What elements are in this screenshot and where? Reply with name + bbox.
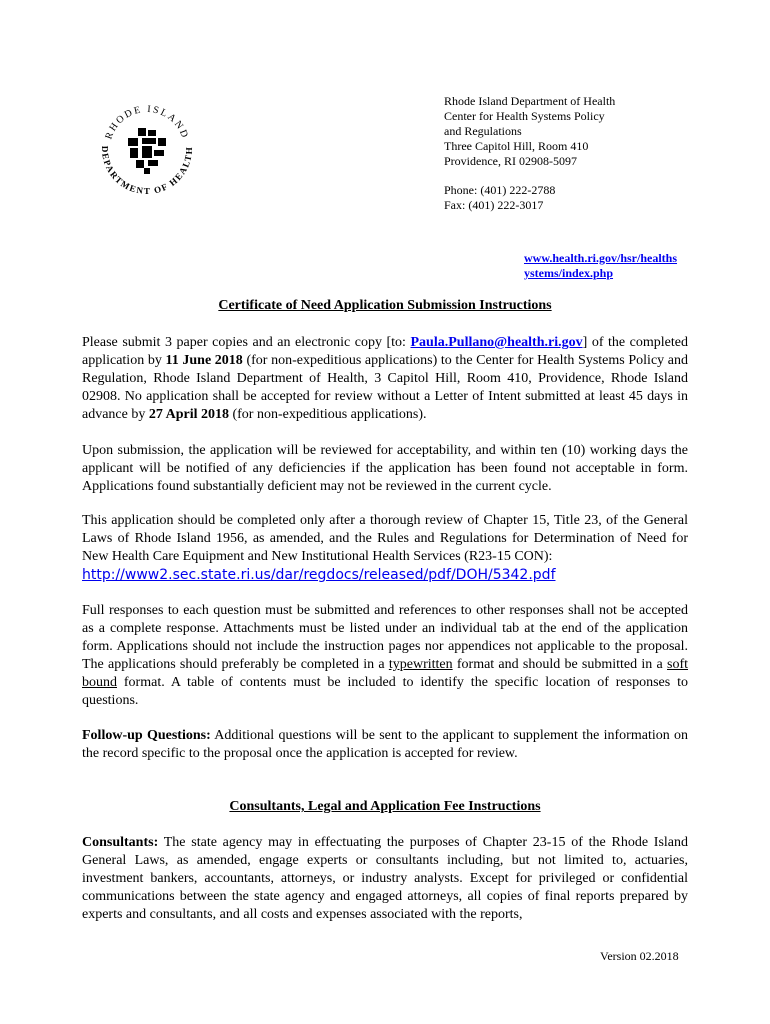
section-title-consultants: Consultants, Legal and Application Fee Instructions bbox=[229, 799, 541, 814]
address-line: Center for Health Systems Policy bbox=[444, 109, 605, 123]
text-run: ] of the completed application by bbox=[82, 335, 688, 368]
address-line: and Regulations bbox=[444, 124, 522, 138]
deadline-date: 11 June 2018 bbox=[165, 353, 243, 368]
website-link-line2[interactable]: ystems/index.php bbox=[524, 266, 614, 280]
typewritten-term: typewritten bbox=[388, 657, 453, 672]
fax-number: Fax: (401) 222-3017 bbox=[444, 198, 544, 212]
website-link-line1[interactable]: www.health.ri.gov/hsr/healths bbox=[524, 251, 678, 265]
paragraph-review: Upon submission, the application will be reviewed for acceptability, and within ten (10) working days the applicant will be notified of any deficiencies if the application has been found not acceptable in form. Applications found substantially deficient may not be reviewed in the current cycle. bbox=[82, 443, 688, 494]
text-run: Additional questions will be sent to the applicant to supplement the information on the record specific to the proposal once the application is accepted for review. bbox=[82, 728, 689, 761]
address-line: Providence, RI 02908-5097 bbox=[444, 154, 577, 168]
email-link[interactable]: Paula.Pullano@health.ri.gov bbox=[410, 335, 583, 350]
department-of-health-seal bbox=[92, 94, 202, 204]
text-run: format. A table of contents must be included to identify the specific location of responses to questions. bbox=[82, 675, 688, 708]
text-run: format and should be submitted in a bbox=[452, 657, 667, 672]
text-run: Please submit 3 paper copies and an electronic copy [to: bbox=[82, 335, 411, 350]
text-run: (for non-expeditious applications). bbox=[228, 407, 427, 422]
paragraph-follow-up bbox=[82, 727, 688, 763]
paragraph-submission bbox=[82, 334, 688, 424]
text-run: This application should be completed only after a thorough review of Chapter 15, Title 23, of the General Laws of Rhode Island 1956, as amended, and the Rules and Regulations for Determination of Need for New Health Care Equipment and New Institutional Health Services (R23-15 CON): bbox=[82, 513, 688, 564]
svg-text:RHODE ISLAND: RHODE ISLAND bbox=[103, 103, 191, 141]
letter-of-intent-date: 27 April 2018 bbox=[148, 407, 229, 422]
consultants-label: Consultants: bbox=[82, 835, 159, 850]
address-line: Three Capitol Hill, Room 410 bbox=[444, 139, 589, 153]
follow-up-label: Follow-up Questions: bbox=[82, 728, 211, 743]
version-label: Version 02.2018 bbox=[600, 949, 679, 963]
phone-number: Phone: (401) 222-2788 bbox=[444, 183, 556, 197]
svg-text:DEPARTMENT OF HEALTH: DEPARTMENT OF HEALTH bbox=[99, 145, 195, 197]
text-run: The state agency may in effectuating the purposes of Chapter 23-15 of the Rhode Island General Laws, as amended, engage experts or consultants including, but not limited to, actuaries, investment bankers, accountants, attorneys, or industry analysts. Except for privileged or confidential communications between the state agency and engaged attorneys, all copies of final reports prepared by experts and consultants, and all costs and expenses associated with the reports, bbox=[82, 835, 688, 922]
website-link[interactable] bbox=[524, 251, 694, 281]
paragraph-regulations bbox=[82, 512, 688, 585]
regulations-link[interactable]: http://www2.sec.state.ri.us/dar/regdocs/released/pdf/DOH/5342.pdf bbox=[82, 567, 556, 583]
text-run: Full responses to each question must be submitted and references to other responses shall not be accepted as a complete response. Attachments must be listed under an individual tab at the end of the application form. Applications should not include the instruction pages nor appendices not applicable to the proposal. The applications should preferably be completed in a bbox=[82, 603, 688, 672]
address-block bbox=[444, 94, 615, 213]
soft-bound-term: soft bound bbox=[82, 657, 688, 690]
paragraph-consultants bbox=[82, 834, 688, 924]
paragraph-responses bbox=[82, 602, 688, 710]
text-run: (for non-expeditious applications) to the Center for Health Systems Policy and Regulation, Rhode Island Department of Health, 3 Capitol Hill, Room 410, Providence, Rhode Island 02908. No application shall be accepted for review without a Letter of Intent submitted at least 45 days in advance by bbox=[82, 353, 689, 422]
section-title-submission: Certificate of Need Application Submission Instructions bbox=[218, 298, 552, 313]
address-line: Rhode Island Department of Health bbox=[444, 94, 616, 108]
